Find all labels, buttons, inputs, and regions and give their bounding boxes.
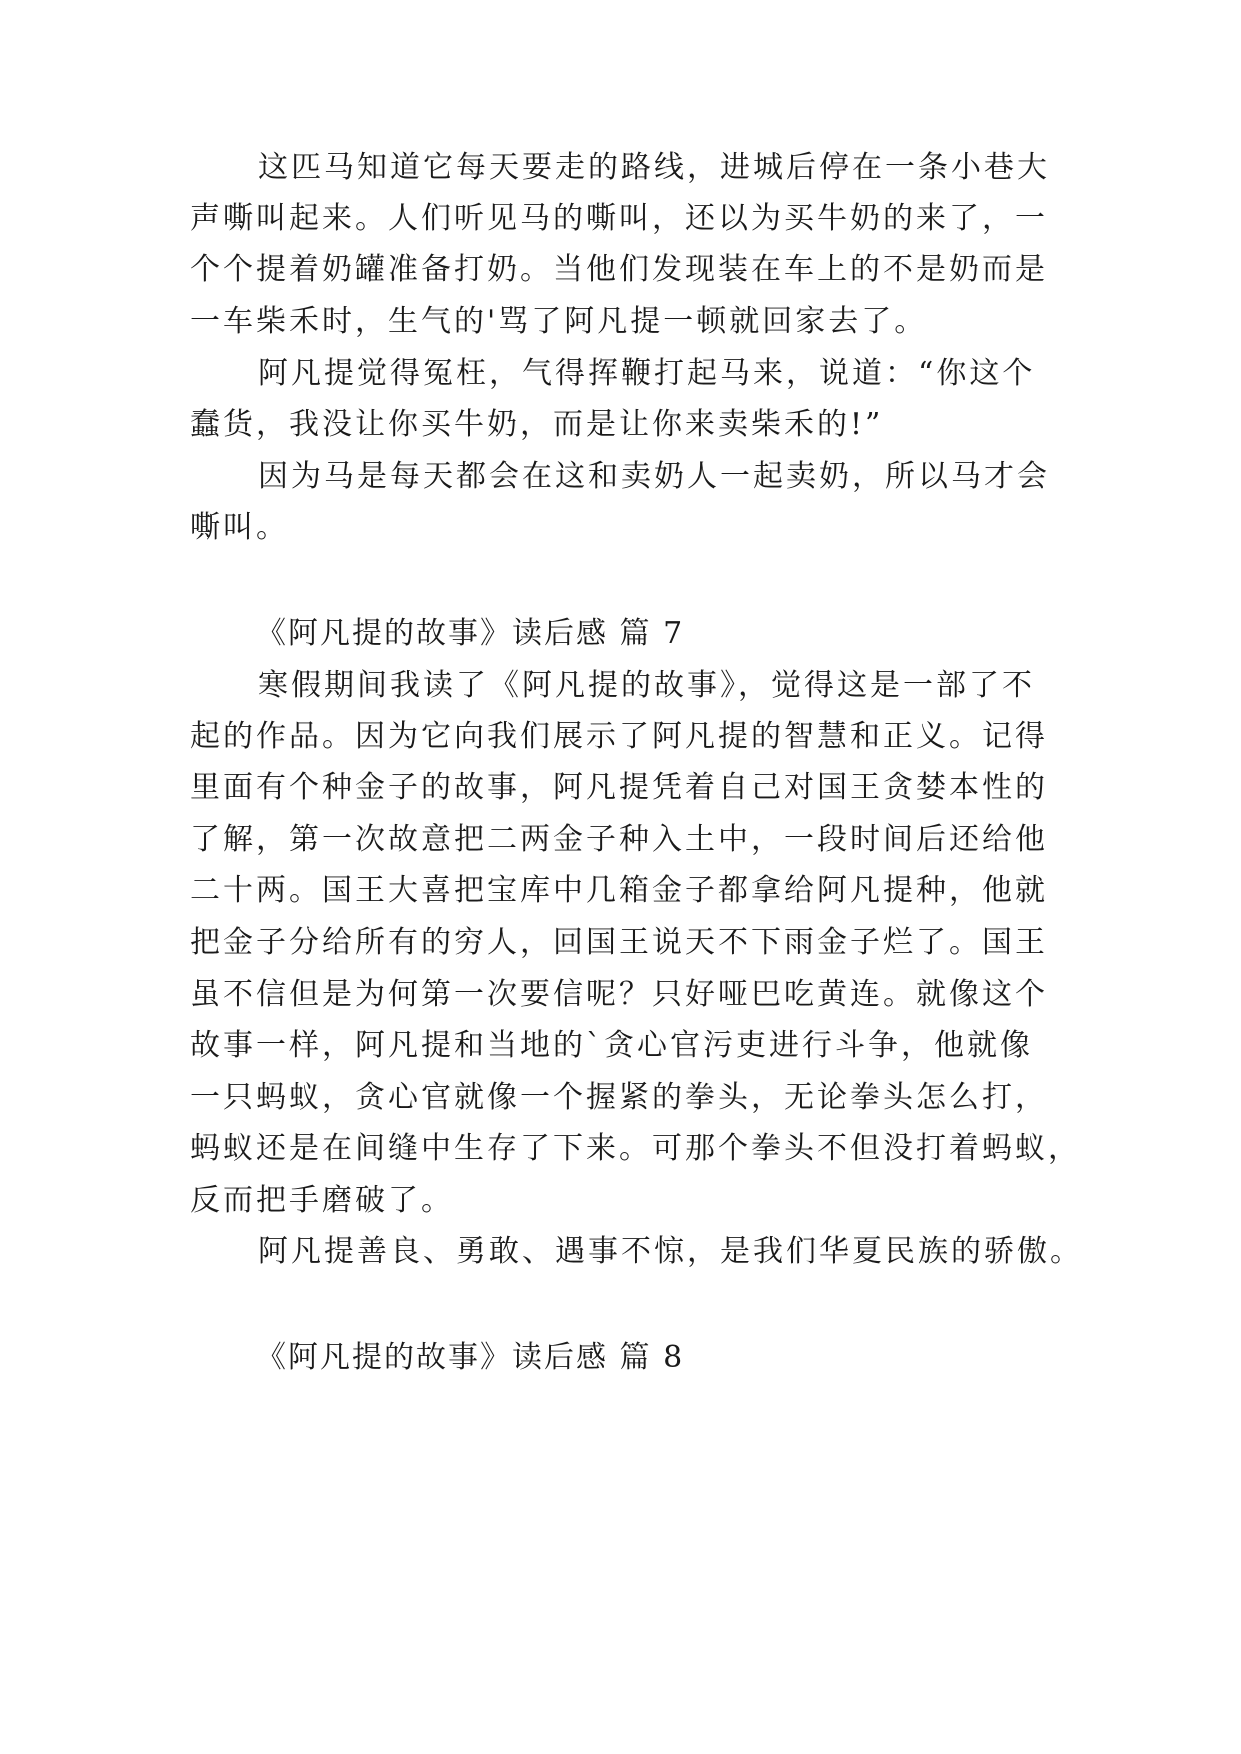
section-heading: 《阿凡提的故事》读后感 篇 7	[256, 616, 685, 651]
paragraph-line: 这匹马知道它每天要走的路线，进城后停在一条小巷大	[258, 150, 1050, 185]
paragraph-line: 故事一样，阿凡提和当地的`贪心官污吏进行斗争，他就像	[190, 1028, 1033, 1063]
paragraph-line: 嘶叫。	[190, 510, 289, 545]
paragraph-line: 声嘶叫起来。人们听见马的嘶叫，还以为买牛奶的来了，一	[190, 201, 1048, 236]
paragraph-line: 阿凡提善良、勇敢、遇事不惊，是我们华夏民族的骄傲。	[258, 1234, 1083, 1269]
paragraph-line: 因为马是每天都会在这和卖奶人一起卖奶，所以马才会	[258, 459, 1050, 494]
paragraph-line: 一车柴禾时，生气的'骂了阿凡提一顿就回家去了。	[190, 304, 928, 339]
paragraph-line: 虽不信但是为何第一次要信呢？只好哑巴吃黄连。就像这个	[190, 977, 1048, 1012]
paragraph-line: 把金子分给所有的穷人，回国王说天不下雨金子烂了。国王	[190, 925, 1048, 960]
paragraph-line: 了解，第一次故意把二两金子种入土中，一段时间后还给他	[190, 822, 1048, 857]
paragraph-line: 一只蚂蚁，贪心官就像一个握紧的拳头，无论拳头怎么打，	[190, 1080, 1048, 1115]
paragraph-line: 蠢货，我没让你买牛奶，而是让你来卖柴禾的!”	[190, 407, 884, 442]
paragraph-line: 寒假期间我读了《阿凡提的故事》，觉得这是一部了不	[258, 668, 1035, 703]
paragraph-line: 里面有个种金子的故事，阿凡提凭着自己对国王贪婪本性的	[190, 770, 1048, 805]
paragraph-line: 蚂蚁还是在间缝中生存了下来。可那个拳头不但没打着蚂蚁，	[190, 1131, 1081, 1166]
section-heading: 《阿凡提的故事》读后感 篇 8	[256, 1340, 685, 1375]
paragraph-line: 个个提着奶罐准备打奶。当他们发现装在车上的不是奶而是	[190, 252, 1048, 287]
paragraph-line: 起的作品。因为它向我们展示了阿凡提的智慧和正义。记得	[190, 719, 1048, 754]
paragraph-line: 阿凡提觉得冤枉，气得挥鞭打起马来，说道：“你这个	[258, 356, 1036, 391]
paragraph-line: 二十两。国王大喜把宝库中几箱金子都拿给阿凡提种，他就	[190, 873, 1048, 908]
paragraph-line: 反而把手磨破了。	[190, 1183, 454, 1218]
